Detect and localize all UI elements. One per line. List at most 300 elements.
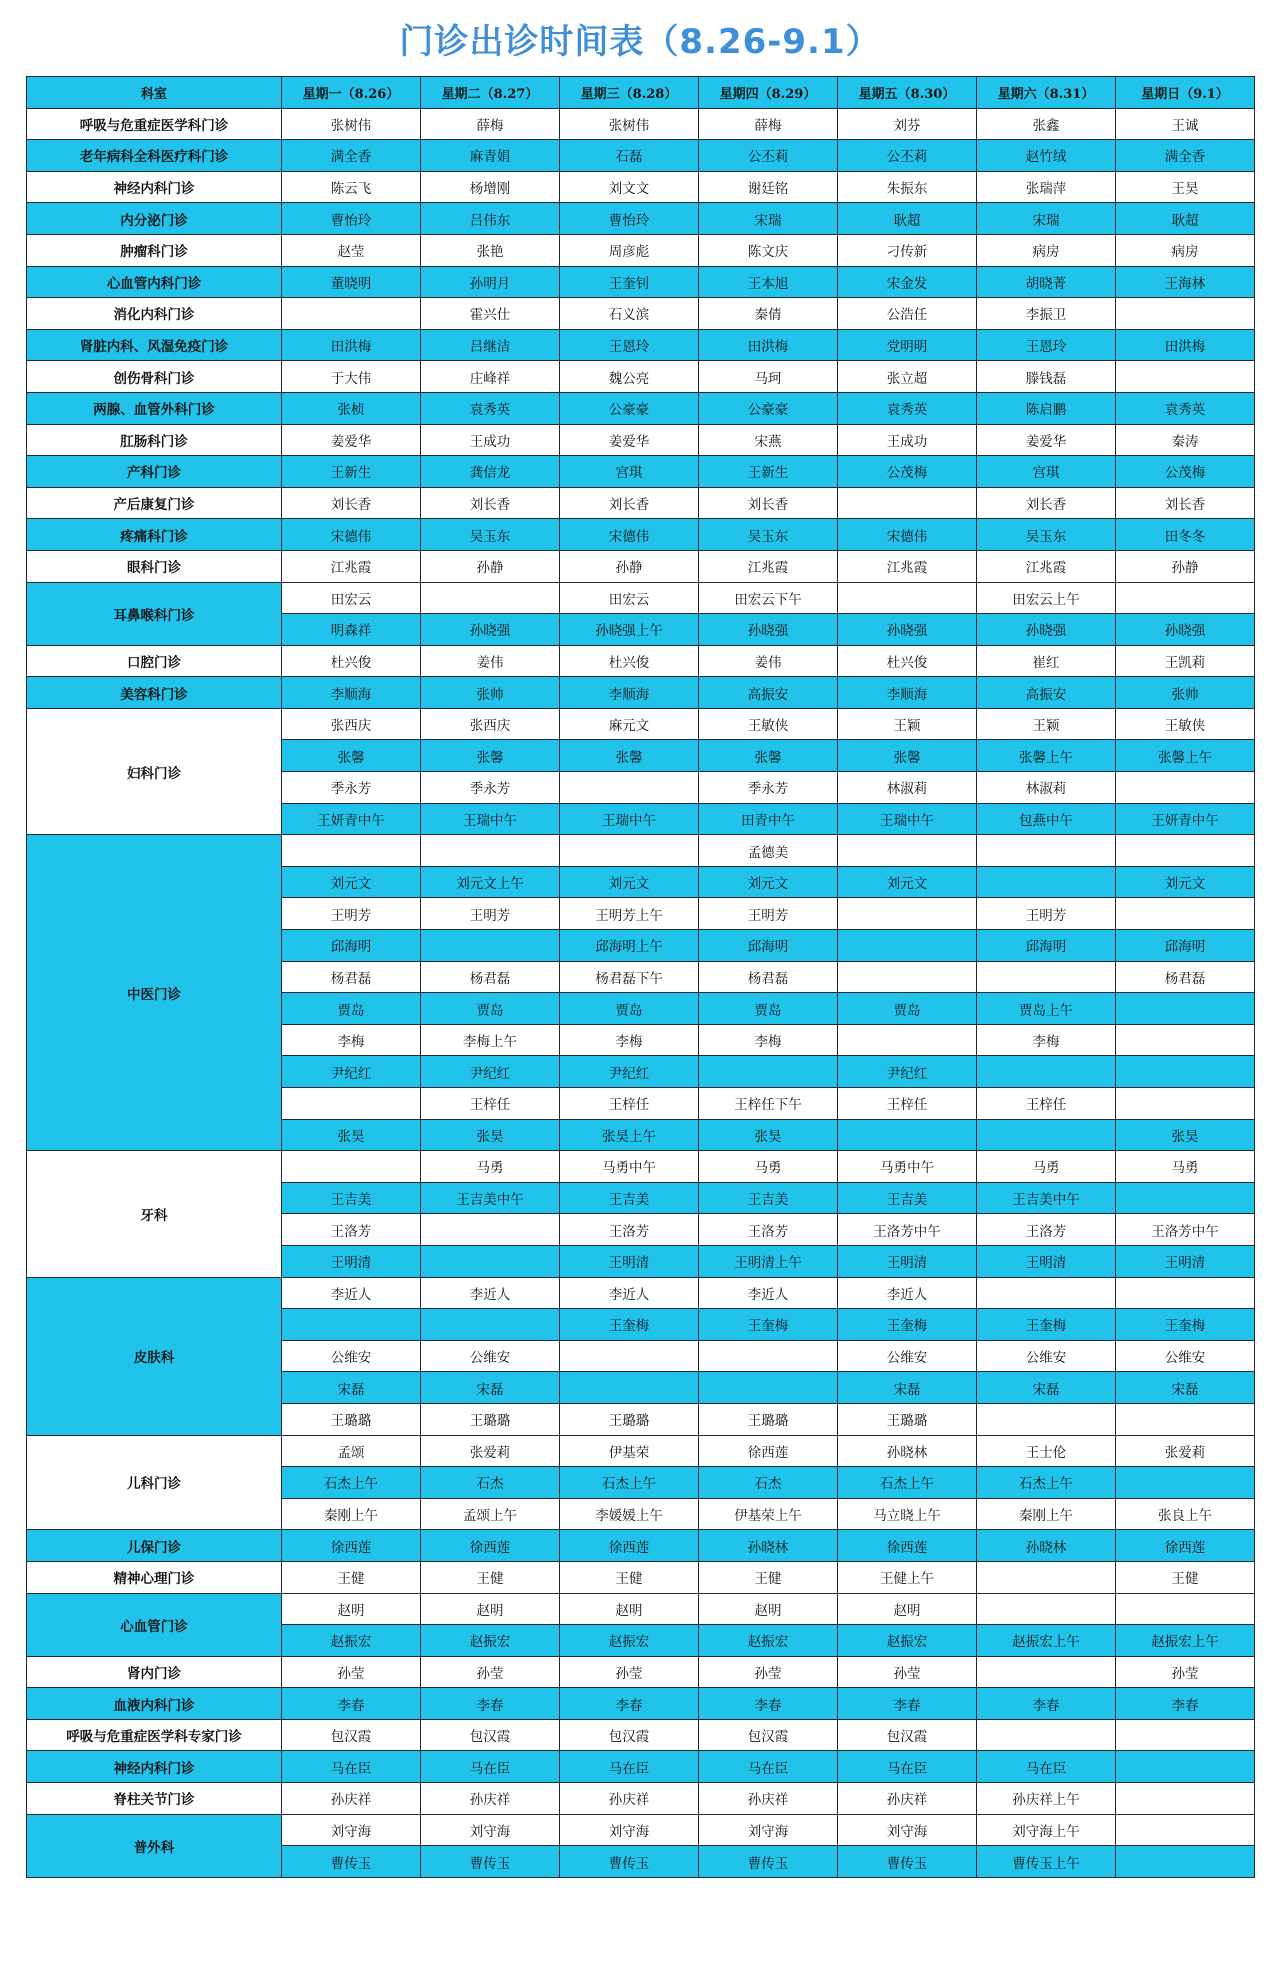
doctor-cell [1116,993,1255,1025]
doctor-cell: 李春 [977,1688,1116,1720]
doctor-cell: 尹纪红 [282,1056,421,1088]
doctor-cell: 李春 [838,1688,977,1720]
doctor-cell: 王新生 [699,456,838,488]
doctor-cell: 王健 [282,1561,421,1593]
doctor-cell: 王瑞中午 [838,803,977,835]
table-row [27,582,1255,614]
department-name: 两腺、血管外科门诊 [27,392,282,424]
doctor-cell: 王明清 [560,1245,699,1277]
doctor-cell [1116,1182,1255,1214]
table-row [27,234,1255,266]
doctor-cell: 贾岛 [699,993,838,1025]
doctor-cell: 王奎钊 [560,266,699,298]
doctor-cell: 明森祥 [282,614,421,646]
doctor-cell: 包汉霞 [421,1719,560,1751]
doctor-cell: 孙静 [1116,550,1255,582]
doctor-cell: 魏公亮 [560,361,699,393]
doctor-cell: 胡晓菁 [977,266,1116,298]
doctor-cell: 马勇 [1116,1151,1255,1183]
table-row [27,203,1255,235]
doctor-cell: 林淑莉 [838,772,977,804]
doctor-cell: 王奎梅 [1116,1309,1255,1341]
doctor-cell: 孙庆祥上午 [977,1783,1116,1815]
doctor-cell: 刘守海上午 [977,1814,1116,1846]
doctor-cell: 李梅 [699,1024,838,1056]
doctor-cell [560,1340,699,1372]
doctor-cell: 宋瑞 [977,203,1116,235]
doctor-cell [977,1593,1116,1625]
doctor-cell: 张昊 [1116,1119,1255,1151]
doctor-cell: 田宏云 [560,582,699,614]
doctor-cell: 公丕莉 [838,140,977,172]
doctor-cell: 孙晓强 [838,614,977,646]
doctor-cell: 贾岛 [421,993,560,1025]
doctor-cell: 李春 [421,1688,560,1720]
doctor-cell: 杨增刚 [421,171,560,203]
doctor-cell: 王洛芳 [560,1214,699,1246]
department-name: 口腔门诊 [27,645,282,677]
doctor-cell: 刘长香 [699,487,838,519]
doctor-cell [977,1403,1116,1435]
doctor-cell: 田青中午 [699,803,838,835]
header-day-tue: 星期二（8.27） [421,77,560,109]
page-title: 门诊出诊时间表（8.26-9.1） [399,22,881,62]
doctor-cell: 王妍青中午 [1116,803,1255,835]
doctor-cell: 张鑫 [977,108,1116,140]
department-name: 美容科门诊 [27,677,282,709]
doctor-cell: 王健 [1116,1561,1255,1593]
header-row [27,77,1255,109]
doctor-cell: 刘长香 [282,487,421,519]
doctor-cell: 孙莹 [1116,1656,1255,1688]
doctor-cell: 刘元文 [282,866,421,898]
doctor-cell [977,1056,1116,1088]
doctor-cell: 王奎梅 [838,1309,977,1341]
doctor-cell: 孙晓强 [699,614,838,646]
table-row [27,487,1255,519]
doctor-cell [1116,1814,1255,1846]
doctor-cell: 宋磊 [282,1372,421,1404]
table-row [27,1435,1255,1467]
doctor-cell: 张爱莉 [421,1435,560,1467]
doctor-cell: 王璐璐 [421,1403,560,1435]
doctor-cell: 王璐璐 [699,1403,838,1435]
doctor-cell: 刘元文 [699,866,838,898]
doctor-cell: 曹传玉 [699,1846,838,1878]
doctor-cell: 杨君磊 [1116,961,1255,993]
header-day-fri: 星期五（8.30） [838,77,977,109]
table-row [27,1561,1255,1593]
doctor-cell: 张桢 [282,392,421,424]
doctor-cell: 邱海明 [977,930,1116,962]
doctor-cell: 邱海明 [699,930,838,962]
doctor-cell: 孙莹 [838,1656,977,1688]
department-name: 儿保门诊 [27,1530,282,1562]
table-row [27,1688,1255,1720]
doctor-cell: 宫琪 [560,456,699,488]
doctor-cell: 宋磊 [838,1372,977,1404]
doctor-cell: 滕钱磊 [977,361,1116,393]
doctor-cell: 王健 [421,1561,560,1593]
doctor-cell: 孙晓林 [977,1530,1116,1562]
doctor-cell: 曹传玉 [838,1846,977,1878]
doctor-cell: 石杰上午 [977,1467,1116,1499]
doctor-cell: 刘长香 [421,487,560,519]
doctor-cell [282,1309,421,1341]
table-row [27,835,1255,867]
doctor-cell: 赵振宏 [282,1625,421,1657]
table-row [27,519,1255,551]
table-row [27,329,1255,361]
doctor-cell [977,866,1116,898]
doctor-cell: 李近人 [699,1277,838,1309]
doctor-cell: 田宏云上午 [977,582,1116,614]
doctor-cell: 满全香 [282,140,421,172]
table-row [27,1151,1255,1183]
doctor-cell: 姜爱华 [282,424,421,456]
doctor-cell: 宋德伟 [282,519,421,551]
doctor-cell: 孙庆祥 [282,1783,421,1815]
doctor-cell: 刘守海 [699,1814,838,1846]
doctor-cell: 宫琪 [977,456,1116,488]
doctor-cell: 杜兴俊 [560,645,699,677]
doctor-cell: 李近人 [560,1277,699,1309]
doctor-cell: 王明清上午 [699,1245,838,1277]
doctor-cell: 公豪豪 [699,392,838,424]
doctor-cell: 张瑞萍 [977,171,1116,203]
doctor-cell: 张馨 [560,740,699,772]
doctor-cell: 吴玉东 [699,519,838,551]
doctor-cell [1116,1277,1255,1309]
doctor-cell: 张昊上午 [560,1119,699,1151]
doctor-cell: 徐西莲 [560,1530,699,1562]
doctor-cell: 赵振宏 [838,1625,977,1657]
doctor-cell: 孙庆祥 [560,1783,699,1815]
doctor-cell: 姜伟 [699,645,838,677]
doctor-cell: 王成功 [838,424,977,456]
doctor-cell: 王颖 [977,708,1116,740]
doctor-cell [421,835,560,867]
doctor-cell [977,1656,1116,1688]
doctor-cell [1116,298,1255,330]
doctor-cell: 刘元文上午 [421,866,560,898]
table-row [27,550,1255,582]
doctor-cell: 公豪豪 [560,392,699,424]
department-name: 老年病科全科医疗科门诊 [27,140,282,172]
doctor-cell: 李梅上午 [421,1024,560,1056]
doctor-cell: 林淑莉 [977,772,1116,804]
doctor-cell: 王士伦 [977,1435,1116,1467]
doctor-cell: 刘芬 [838,108,977,140]
doctor-cell [1116,1593,1255,1625]
doctor-cell: 张西庆 [421,708,560,740]
doctor-cell: 麻青娟 [421,140,560,172]
doctor-cell: 赵明 [699,1593,838,1625]
doctor-cell: 王明芳上午 [560,898,699,930]
department-name: 眼科门诊 [27,550,282,582]
doctor-cell: 陈云飞 [282,171,421,203]
doctor-cell: 邱海明上午 [560,930,699,962]
doctor-cell: 公维安 [838,1340,977,1372]
doctor-cell: 龚信龙 [421,456,560,488]
doctor-cell: 曹传玉 [421,1846,560,1878]
doctor-cell: 王本旭 [699,266,838,298]
doctor-cell: 季永芳 [699,772,838,804]
doctor-cell: 薛梅 [421,108,560,140]
doctor-cell: 石义滨 [560,298,699,330]
doctor-cell: 包汉霞 [699,1719,838,1751]
department-name: 皮肤科 [27,1277,282,1435]
doctor-cell [1116,1024,1255,1056]
doctor-cell: 王明清 [977,1245,1116,1277]
doctor-cell: 于大伟 [282,361,421,393]
doctor-cell: 马在臣 [838,1751,977,1783]
doctor-cell: 赵振宏 [699,1625,838,1657]
doctor-cell: 王洛芳 [282,1214,421,1246]
doctor-cell: 王健上午 [838,1561,977,1593]
doctor-cell: 李春 [282,1688,421,1720]
doctor-cell: 王梓任 [560,1088,699,1120]
doctor-cell: 张爱莉 [1116,1435,1255,1467]
doctor-cell [1116,1056,1255,1088]
doctor-cell [560,1372,699,1404]
doctor-cell: 王健 [560,1561,699,1593]
department-name: 产后康复门诊 [27,487,282,519]
doctor-cell: 公维安 [282,1340,421,1372]
doctor-cell: 杨君磊 [421,961,560,993]
doctor-cell: 江兆霞 [838,550,977,582]
doctor-cell [421,1309,560,1341]
doctor-cell: 曹传玉 [560,1846,699,1878]
doctor-cell: 石杰 [699,1467,838,1499]
header-day-thu: 星期四（8.29） [699,77,838,109]
doctor-cell [838,930,977,962]
doctor-cell: 贾岛 [838,993,977,1025]
doctor-cell: 李梅 [560,1024,699,1056]
doctor-cell: 孙静 [560,550,699,582]
department-name: 呼吸与危重症医学科门诊 [27,108,282,140]
department-name: 神经内科门诊 [27,1751,282,1783]
table-row [27,456,1255,488]
table-row [27,1814,1255,1846]
doctor-cell: 耿超 [838,203,977,235]
doctor-cell: 尹纪红 [560,1056,699,1088]
doctor-cell: 张馨上午 [977,740,1116,772]
doctor-cell [1116,582,1255,614]
doctor-cell: 马立晓上午 [838,1498,977,1530]
doctor-cell: 徐西莲 [838,1530,977,1562]
doctor-cell: 公维安 [1116,1340,1255,1372]
doctor-cell: 王吉美中午 [421,1182,560,1214]
doctor-cell: 马勇 [977,1151,1116,1183]
doctor-cell: 王海林 [1116,266,1255,298]
doctor-cell [838,1119,977,1151]
table-row [27,140,1255,172]
doctor-cell [421,582,560,614]
doctor-cell: 马珂 [699,361,838,393]
doctor-cell: 朱振东 [838,171,977,203]
table-row [27,392,1255,424]
doctor-cell: 王明清 [282,1245,421,1277]
doctor-cell [421,930,560,962]
doctor-cell: 张良上午 [1116,1498,1255,1530]
doctor-cell: 刘文文 [560,171,699,203]
doctor-cell: 孟颂上午 [421,1498,560,1530]
doctor-cell: 曹传玉上午 [977,1846,1116,1878]
doctor-cell: 王洛芳 [699,1214,838,1246]
doctor-cell: 李顺海 [838,677,977,709]
doctor-cell: 赵明 [421,1593,560,1625]
department-name: 疼痛科门诊 [27,519,282,551]
doctor-cell: 李春 [560,1688,699,1720]
doctor-cell: 薛梅 [699,108,838,140]
department-name: 儿科门诊 [27,1435,282,1530]
doctor-cell: 孙庆祥 [838,1783,977,1815]
doctor-cell: 王瑞中午 [560,803,699,835]
doctor-cell: 张昊 [421,1119,560,1151]
doctor-cell: 公维安 [977,1340,1116,1372]
doctor-cell: 马勇中午 [838,1151,977,1183]
doctor-cell: 陈文庆 [699,234,838,266]
doctor-cell [699,1340,838,1372]
doctor-cell [838,1024,977,1056]
table-row [27,298,1255,330]
doctor-cell: 王吉美 [699,1182,838,1214]
table-row [27,266,1255,298]
doctor-cell: 王洛芳中午 [838,1214,977,1246]
header-day-mon: 星期一（8.26） [282,77,421,109]
doctor-cell: 王恩玲 [977,329,1116,361]
doctor-cell: 吴玉东 [421,519,560,551]
table-row [27,1751,1255,1783]
doctor-cell: 王明芳 [699,898,838,930]
doctor-cell: 包燕中午 [977,803,1116,835]
department-name: 脊柱关节门诊 [27,1783,282,1815]
doctor-cell: 袁秀英 [838,392,977,424]
doctor-cell [977,1119,1116,1151]
doctor-cell: 公浩任 [838,298,977,330]
doctor-cell [282,1088,421,1120]
doctor-cell: 江兆霞 [282,550,421,582]
department-name: 心血管内科门诊 [27,266,282,298]
department-name: 内分泌门诊 [27,203,282,235]
doctor-cell: 马在臣 [699,1751,838,1783]
doctor-cell: 王梓任下午 [699,1088,838,1120]
table-row [27,171,1255,203]
doctor-cell: 曹怡玲 [560,203,699,235]
schedule-body [27,108,1255,1877]
doctor-cell: 刘守海 [282,1814,421,1846]
doctor-cell: 季永芳 [421,772,560,804]
doctor-cell: 田洪梅 [282,329,421,361]
doctor-cell: 季永芳 [282,772,421,804]
doctor-cell [1116,1846,1255,1878]
doctor-cell [838,487,977,519]
doctor-cell [282,835,421,867]
doctor-cell [699,1372,838,1404]
doctor-cell: 杜兴俊 [838,645,977,677]
doctor-cell: 田洪梅 [1116,329,1255,361]
doctor-cell: 孙静 [421,550,560,582]
doctor-cell: 曹传玉 [282,1846,421,1878]
doctor-cell: 耿超 [1116,203,1255,235]
doctor-cell: 徐西莲 [421,1530,560,1562]
doctor-cell [1116,898,1255,930]
department-name: 肾脏内科、风湿免疫门诊 [27,329,282,361]
header-department: 科室 [27,77,282,109]
doctor-cell: 李春 [1116,1688,1255,1720]
doctor-cell [838,582,977,614]
doctor-cell: 王明清 [838,1245,977,1277]
doctor-cell: 吴玉东 [977,519,1116,551]
doctor-cell: 张树伟 [560,108,699,140]
doctor-cell: 赵明 [560,1593,699,1625]
doctor-cell: 石杰上午 [560,1467,699,1499]
doctor-cell: 张帅 [1116,677,1255,709]
doctor-cell: 秦刚上午 [977,1498,1116,1530]
doctor-cell: 陈启鹏 [977,392,1116,424]
doctor-cell: 王凯莉 [1116,645,1255,677]
doctor-cell: 贾岛上午 [977,993,1116,1025]
table-row [27,1719,1255,1751]
doctor-cell [1116,772,1255,804]
doctor-cell: 宋磊 [421,1372,560,1404]
department-name: 牙科 [27,1151,282,1277]
doctor-cell: 包汉霞 [282,1719,421,1751]
doctor-cell: 赵竹绒 [977,140,1116,172]
doctor-cell: 宋德伟 [838,519,977,551]
department-name: 肛肠科门诊 [27,424,282,456]
doctor-cell: 马在臣 [421,1751,560,1783]
doctor-cell: 杨君磊下午 [560,961,699,993]
doctor-cell: 张馨 [699,740,838,772]
doctor-cell: 孙莹 [421,1656,560,1688]
doctor-cell: 刘守海 [838,1814,977,1846]
department-name: 血液内科门诊 [27,1688,282,1720]
doctor-cell: 王奎梅 [560,1309,699,1341]
doctor-cell: 张馨 [838,740,977,772]
doctor-cell: 王璐璐 [838,1403,977,1435]
doctor-cell: 石杰上午 [838,1467,977,1499]
doctor-cell: 刘元文 [560,866,699,898]
doctor-cell: 杨君磊 [699,961,838,993]
doctor-cell: 李梅 [977,1024,1116,1056]
doctor-cell: 袁秀英 [421,392,560,424]
doctor-cell: 王奎梅 [977,1309,1116,1341]
doctor-cell: 刘守海 [560,1814,699,1846]
doctor-cell: 伊基荣上午 [699,1498,838,1530]
doctor-cell: 包汉霞 [838,1719,977,1751]
doctor-cell: 张树伟 [282,108,421,140]
doctor-cell: 王新生 [282,456,421,488]
doctor-cell: 张昊 [699,1119,838,1151]
table-row [27,1530,1255,1562]
doctor-cell: 徐西莲 [282,1530,421,1562]
doctor-cell: 袁秀英 [1116,392,1255,424]
doctor-cell: 马在臣 [282,1751,421,1783]
doctor-cell: 王奎梅 [699,1309,838,1341]
department-name: 消化内科门诊 [27,298,282,330]
doctor-cell: 伊基荣 [560,1435,699,1467]
doctor-cell: 江兆霞 [699,550,838,582]
doctor-cell: 李振卫 [977,298,1116,330]
doctor-cell: 孟德美 [699,835,838,867]
doctor-cell [1116,1403,1255,1435]
doctor-cell: 麻元文 [560,708,699,740]
doctor-cell [560,835,699,867]
doctor-cell [838,835,977,867]
doctor-cell: 公茂梅 [1116,456,1255,488]
